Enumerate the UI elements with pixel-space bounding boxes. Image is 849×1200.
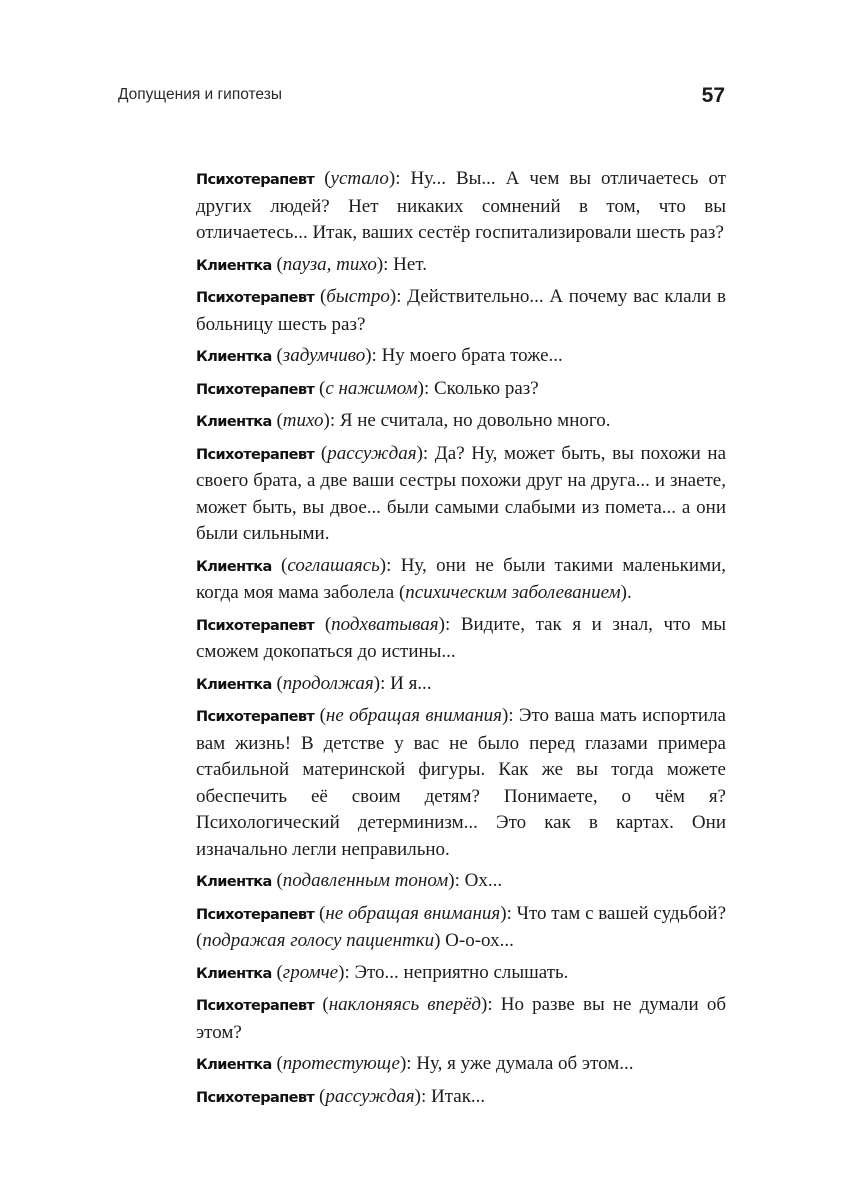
speaker: Клиентка [196, 1057, 272, 1073]
utterance: : Ну моего брата тоже... [371, 345, 563, 366]
stage-direction: устало [330, 168, 389, 189]
speaker: Клиентка [196, 349, 272, 365]
speaker: Клиентка [196, 965, 272, 982]
utterance: : Это... неприятно слышать. [344, 961, 569, 983]
utterance: ). [620, 582, 632, 603]
speaker: Психотерапевт [196, 381, 315, 398]
utterance: : Да? Ну, может быть, вы похожи на своего брата, а две ваши сестры похожи друг на друга... и знаете, может быть, вы двое... были самыми слабыми из помета... а они были сильными. [196, 442, 727, 544]
dialogue-line: Клиентка (подавленным тоном): Ох... [196, 870, 503, 891]
stage-direction: тихо [282, 410, 324, 431]
utterance: : Ну... Вы... А чем вы отличаетесь от других людей? Нет никаких сомнений в том, что вы отличаетесь... Итак, ваших сестёр госпитализировали шесть раз? [196, 168, 726, 243]
utterance: : Ну, они не были такими маленькими, когда моя мама заболела ( [196, 554, 727, 603]
dialogue-line: Психотерапевт (рассуждая): Итак... [196, 1085, 486, 1107]
stage-direction: с нажимом [325, 377, 418, 399]
speaker: Клиентка [196, 558, 272, 575]
stage-direction: наклоняясь вперёд [328, 994, 481, 1015]
running-head: Допущения и гипотезы [118, 86, 282, 103]
dialogue-line: Клиентка (задумчиво): Ну моего брата тоже... [196, 345, 563, 366]
speaker: Психотерапевт [196, 998, 315, 1014]
speaker: Психотерапевт [196, 446, 315, 463]
stage-direction: громче [282, 961, 339, 983]
stage-direction: пауза, тихо [282, 253, 377, 275]
stage-direction: не обращая внимания [325, 705, 502, 726]
dialogue-line: Психотерапевт (не обращая внимания): Что там с вашей судьбой? (подражая голосу пациентки) О-о-ох... [196, 902, 727, 951]
utterance: : Итак... [420, 1085, 486, 1107]
speaker: Клиентка [196, 676, 272, 693]
stage-direction: психическим заболеванием [405, 582, 621, 603]
dialogue-line: Клиентка (протестующе): Ну, я уже думала об этом... [196, 1053, 634, 1074]
page-number: 57 [701, 84, 725, 107]
utterance: : Я не считала, но довольно много. [329, 410, 611, 431]
utterance: : Действительно... А почему вас клали в больницу шесть раз? [196, 286, 727, 335]
stage-direction: не обращая внимания [325, 902, 501, 924]
speaker: Клиентка [196, 414, 272, 430]
dialogue-line: Психотерапевт (не обращая внимания): Это ваша мать испортила вам жизнь! В детстве у вас не было перед глазами примера стабильной материнской фигуры. Как же вы тогда можете обеспечить её своим детям? Понимаете, о чём я? Психологический детерминизм... Это как в картах. Они изначально легли неправильно. [196, 705, 726, 860]
stage-direction: рассуждая [325, 1085, 415, 1107]
utterance: : Сколько раз? [423, 377, 539, 399]
speaker: Психотерапевт [196, 709, 315, 725]
dialogue-line: Психотерапевт (устало): Ну... Вы... А чем вы отличаетесь от других людей? Нет никаких сомнений в том, что вы отличаетесь... Итак, ваших сестёр госпитализировали шесть раз? [196, 168, 726, 243]
dialogue-line: Клиентка (громче): Это... неприятно слышать. [196, 961, 569, 983]
dialogue-text [196, 166, 726, 1116]
dialogue-line: Психотерапевт (наклоняясь вперёд): Но разве вы не думали об этом? [196, 994, 727, 1043]
utterance: : Нет. [383, 253, 427, 275]
utterance: : Видите, так я и знал, что мы сможем докопаться до истины... [196, 613, 727, 662]
speaker: Клиентка [196, 257, 272, 274]
stage-direction: задумчиво [282, 345, 366, 366]
speaker: Психотерапевт [196, 290, 315, 306]
utterance: : Ох... [454, 870, 503, 891]
utterance: : Это ваша мать испортила вам жизнь! В детстве у вас не было перед глазами примера стабильной материнской фигуры. Как же вы тогда можете обеспечить её своим детям? Понимаете, о чём я? Психологический детерминизм... Это как в картах. Они изначально легли неправильно. [196, 705, 726, 860]
stage-direction: протестующе [282, 1053, 400, 1074]
speaker: Клиентка [196, 874, 272, 890]
utterance: : Что там с вашей судьбой? ( [196, 902, 727, 951]
dialogue-line: Клиентка (тихо): Я не считала, но довольно много. [196, 410, 611, 431]
dialogue-line: Клиентка (продолжая): И я... [196, 672, 432, 694]
stage-direction: подхватывая [331, 613, 439, 635]
utterance: : Ну, я уже думала об этом... [406, 1053, 634, 1074]
dialogue-line: Психотерапевт (рассуждая): Да? Ну, может быть, вы похожи на своего брата, а две ваши сестры похожи друг на друга... и знаете, может быть, вы двое... были самыми слабыми из помета... а они были сильными. [196, 442, 727, 544]
stage-direction: подражая голосу пациентки [202, 930, 435, 951]
stage-direction: быстро [326, 286, 390, 307]
dialogue-line: Психотерапевт (быстро): Действительно... А почему вас клали в больницу шесть раз? [196, 286, 727, 335]
utterance: : Но разве вы не думали об этом? [196, 994, 727, 1043]
speaker: Психотерапевт [196, 1089, 315, 1106]
dialogue-line: Клиентка (пауза, тихо): Нет. [196, 253, 427, 275]
stage-direction: подавленным тоном [282, 870, 449, 891]
dialogue-line: Психотерапевт (подхватывая): Видите, так я и знал, что мы сможем докопаться до истины... [196, 613, 727, 662]
speaker: Психотерапевт [196, 172, 315, 188]
dialogue-line: Психотерапевт (с нажимом): Сколько раз? [196, 377, 539, 399]
stage-direction: рассуждая [327, 442, 417, 464]
speaker: Психотерапевт [196, 906, 315, 923]
speaker: Психотерапевт [196, 617, 315, 634]
dialogue-line: Клиентка (соглашаясь): Ну, они не были такими маленькими, когда моя мама заболела (психическим заболеванием). [196, 554, 727, 603]
stage-direction: продолжая [282, 672, 374, 694]
utterance: : И я... [380, 672, 432, 694]
stage-direction: соглашаясь [287, 554, 380, 576]
utterance: ) О-о-ох... [434, 930, 514, 951]
